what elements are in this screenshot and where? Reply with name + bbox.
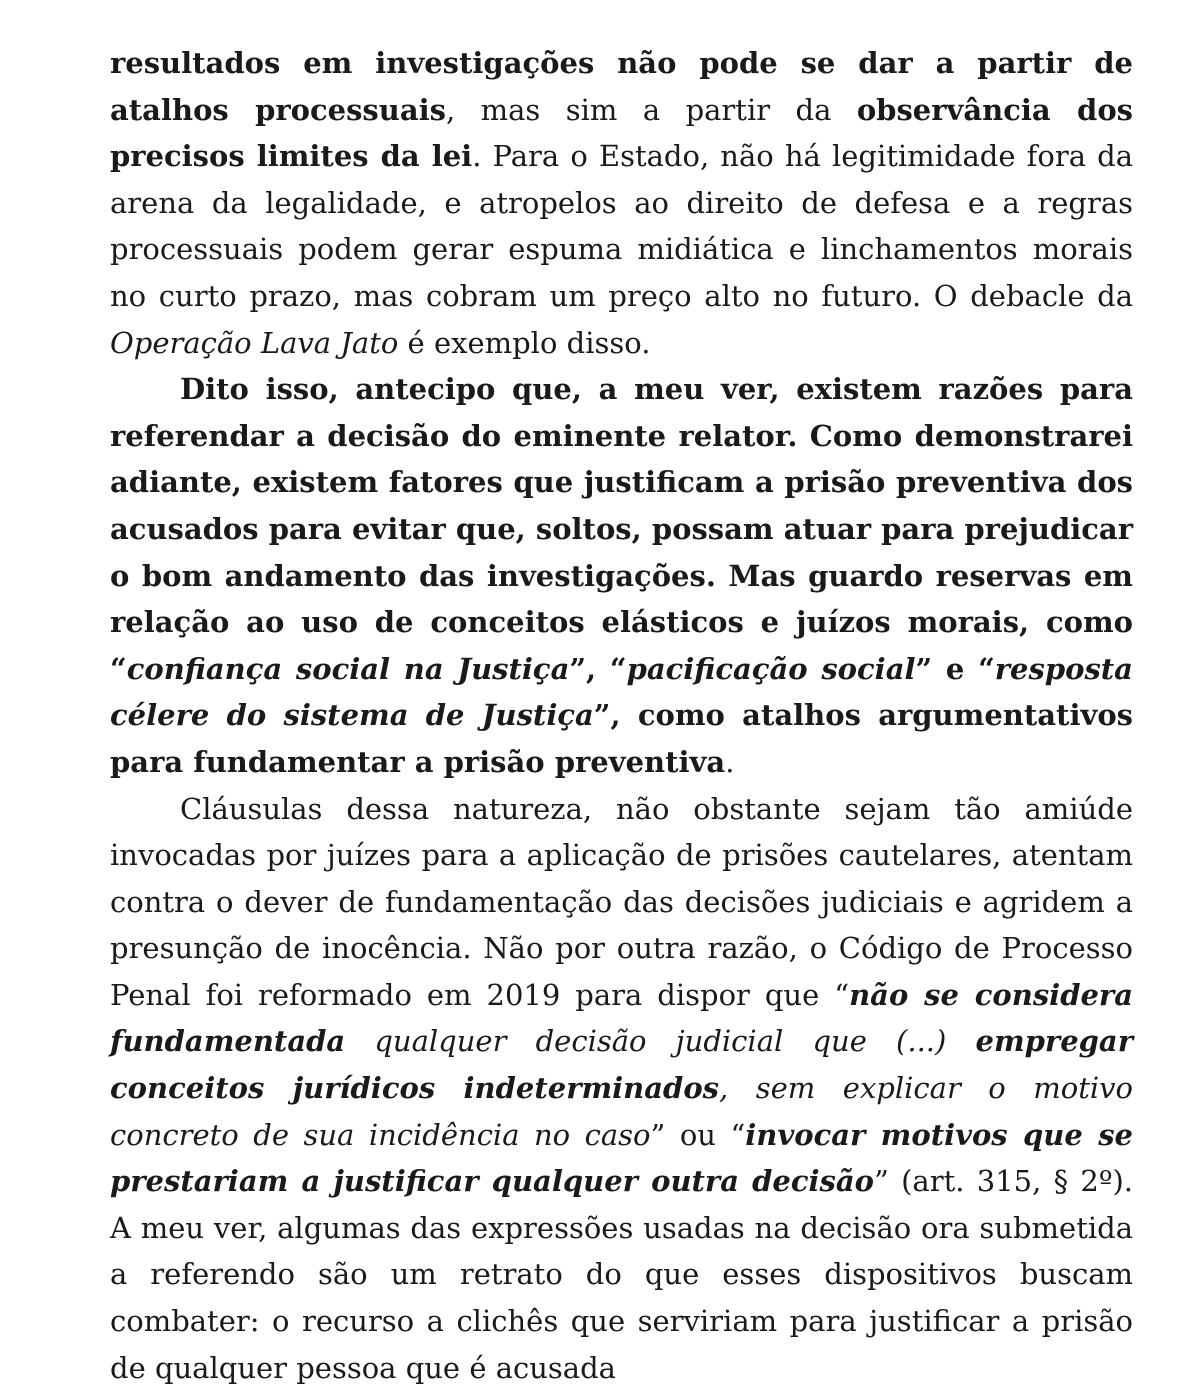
text-run: .	[725, 745, 734, 779]
text-run: pacificação social	[627, 652, 916, 686]
text-run: observância dos precisos limites da lei	[110, 93, 1133, 174]
paragraph-1	[110, 40, 1133, 366]
text-run: , sem explicar o motivo concreto de sua incidência no caso	[110, 1071, 1133, 1152]
text-run: ”, como atalhos argumentativos para fundamentar a prisão preventiva	[110, 698, 1133, 779]
text-run: confiança social na Justiça	[127, 652, 570, 686]
text-run: Dito isso, antecipo que, a meu ver, existem razões para referendar a decisão do eminente relator. Como demonstrarei adiante, existem fatores que justificam a prisão preventiva dos acusados para evitar que, soltos, possam atuar para prejudicar o bom andamento das investigações. Mas guardo reservas em relação ao uso de conceitos elásticos e juízos morais, como “	[110, 372, 1133, 686]
text-run: ”, “	[569, 652, 626, 686]
text-run: não se considera fundamentada	[110, 978, 1133, 1059]
text-run: , mas sim a partir da	[446, 93, 857, 127]
text-run: ” ou “	[651, 1118, 746, 1152]
text-run: empregar conceitos jurídicos indeterminados	[110, 1024, 1133, 1105]
text-run: Operação Lava Jato	[110, 326, 398, 360]
text-run: resultados em investigações não pode se dar a partir de atalhos processuais	[110, 46, 1133, 127]
text-run: invocar motivos que se prestariam a justificar qualquer outra decisão	[110, 1118, 1133, 1199]
text-run: . Para o Estado, não há legitimidade fora da arena da legalidade, e atropelos ao direito de defesa e a regras processuais podem gerar espuma midiática e linchamentos morais no curto prazo, mas cobram um preço alto no futuro. O debacle da	[110, 139, 1133, 313]
paragraph-2	[110, 366, 1133, 785]
document-page	[110, 40, 1133, 1391]
text-run: qualquer decisão judicial que (...)	[345, 1024, 975, 1058]
text-run: é exemplo disso.	[398, 326, 650, 360]
paragraph-3	[110, 786, 1133, 1391]
text-run: Cláusulas dessa natureza, não obstante sejam tão amiúde invocadas por juízes para a aplicação de prisões cautelares, atentam contra o dever de fundamentação das decisões judiciais e agridem a presunção de inocência. Não por outra razão, o Código de Processo Penal foi reformado em 2019 para dispor que “	[110, 792, 1133, 1012]
text-run: resposta célere do sistema de Justiça	[110, 652, 1133, 733]
text-run: ” e “	[916, 652, 995, 686]
text-run: ” (art. 315, § 2º). A meu ver, algumas das expressões usadas na decisão ora submetida a referendo são um retrato do que esses dispositivos buscam combater: o recurso a clichês que serviriam para justificar a prisão de qualquer pessoa que é acusada	[110, 1164, 1133, 1384]
